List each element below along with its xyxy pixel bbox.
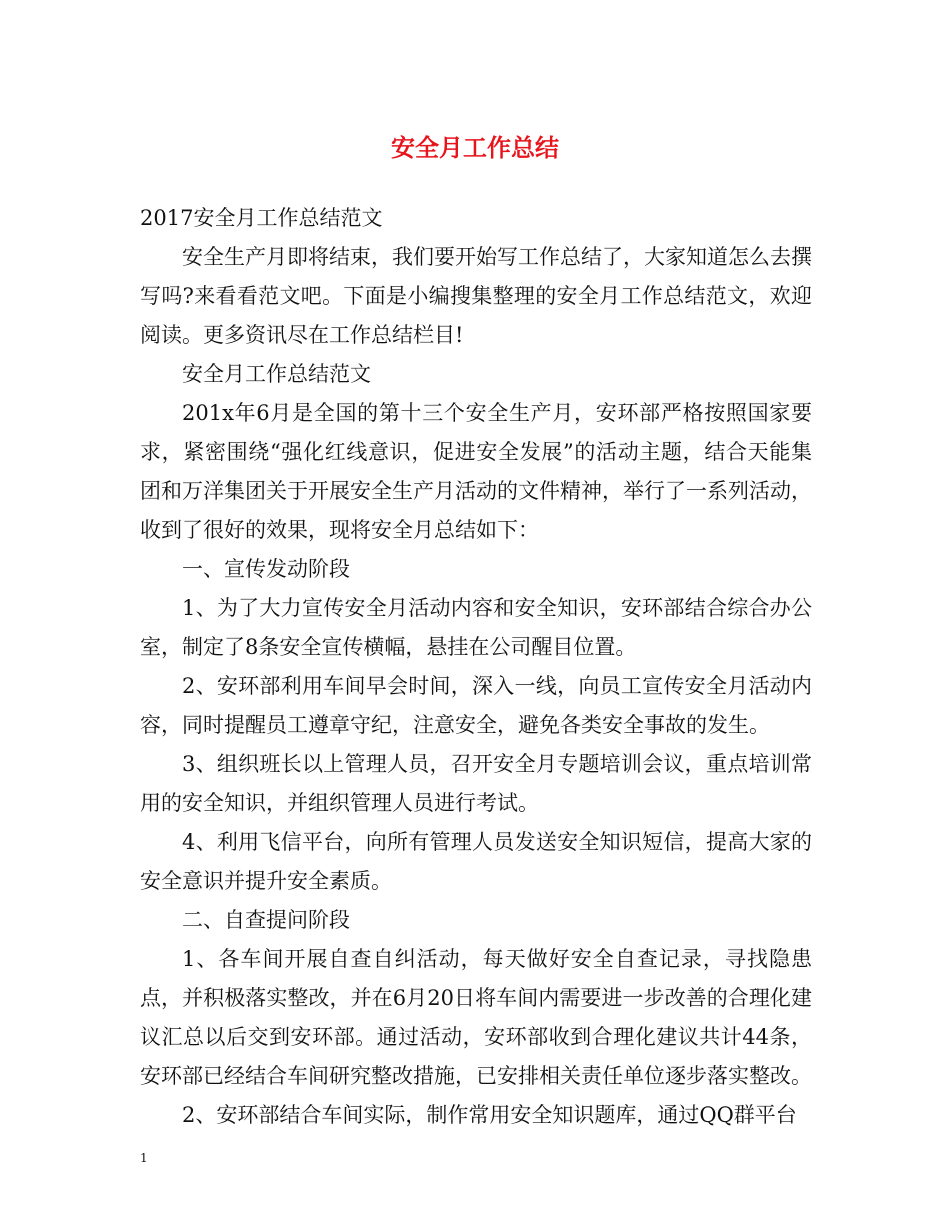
document-subtitle: 2017安全月工作总结范文	[140, 206, 383, 230]
page-number: 1	[140, 1151, 148, 1165]
paragraph-intro: 安全生产月即将结束，我们要开始写工作总结了，大家知道怎么去撰写吗?来看看范文吧。下面是小编搜集整理的安全月工作总结范文，欢迎阅读。更多资讯尽在工作总结栏目!	[140, 245, 812, 347]
paragraph-item: 1、各车间开展自查自纠活动，每天做好安全自查记录，寻找隐患点，并积极落实整改，并在6月20日将车间内需要进一步改善的合理化建议汇总以后交到安环部。通过活动，安环部收到合理化建议共计44条，安环部已经结合车间研究整改措施，已安排相关责任单位逐步落实整改。	[140, 947, 812, 1088]
section-heading-publicity: 一、宣传发动阶段	[182, 557, 350, 581]
paragraph-item: 1、为了大力宣传安全月活动内容和安全知识，安环部结合综合办公室，制定了8条安全宣传横幅，悬挂在公司醒目位置。	[140, 596, 812, 659]
document-title: 安全月工作总结	[391, 133, 559, 162]
document-body	[140, 199, 812, 1135]
paragraph-item: 2、安环部利用车间早会时间，深入一线，向员工宣传安全月活动内容，同时提醒员工遵章守纪，注意安全，避免各类安全事故的发生。	[140, 674, 812, 737]
paragraph-item: 3、组织班长以上管理人员，召开安全月专题培训会议，重点培训常用的安全知识，并组织管理人员进行考试。	[140, 752, 812, 815]
section-heading-self-check: 二、自查提问阶段	[182, 908, 350, 932]
paragraph-item: 4、利用飞信平台，向所有管理人员发送安全知识短信，提高大家的安全意识并提升安全素质。	[140, 830, 812, 893]
paragraph-section-label: 安全月工作总结范文	[182, 362, 371, 386]
paragraph-overview: 201x年6月是全国的第十三个安全生产月，安环部严格按照国家要求，紧密围绕“强化红线意识，促进安全发展”的活动主题，结合天能集团和万洋集团关于开展安全生产月活动的文件精神，举行了一系列活动，收到了很好的效果，现将安全月总结如下：	[140, 401, 812, 542]
paragraph-item: 2、安环部结合车间实际，制作常用安全知识题库，通过QQ群平台	[182, 1103, 797, 1127]
